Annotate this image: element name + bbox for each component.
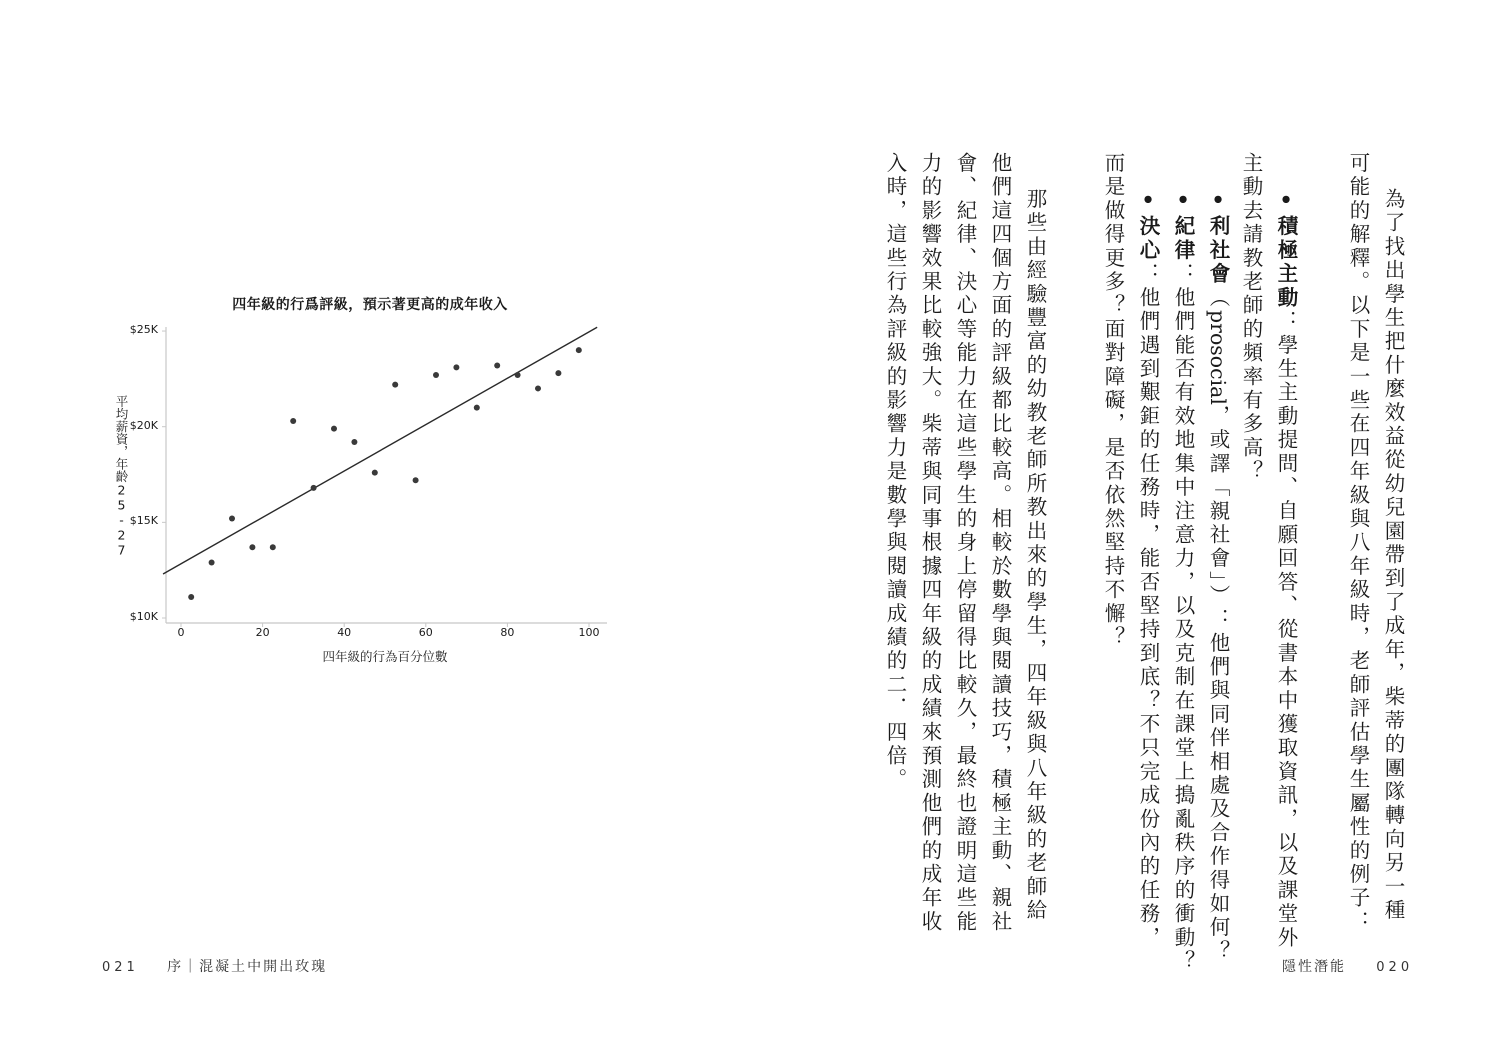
x-tick-label: 20 (255, 626, 270, 639)
closing-line-4: 力的影響效果比較強大。柴蒂與同事根據四年級的成績來預測他們的成年收 (918, 152, 942, 935)
bullet-term: 積極主動 (1274, 215, 1298, 311)
chart-plot-area (100, 285, 620, 675)
data-point (331, 426, 337, 432)
x-tick-label: 60 (418, 626, 433, 639)
data-point (229, 516, 235, 522)
page-number-left: 021 (102, 960, 139, 975)
closing-line-5: 入時，這些行為評級的影響力是數學與閱讀成績的二．四倍。 (883, 152, 907, 792)
data-point (311, 485, 317, 491)
closing-line-2: 他們這四個方面的評級都比較高。相較於數學與閱讀技巧，積極主動、親社 (988, 152, 1012, 935)
data-point (433, 372, 439, 378)
bullet-term: 利社會 (1206, 215, 1230, 287)
data-point (453, 364, 459, 370)
data-point (535, 385, 541, 391)
bullet-discipline: •紀律：他們能否有效地集中注意力，以及克制在課堂上搗亂秩序的衝動？ (1171, 188, 1195, 974)
chart-title: 四年級的行爲評級，預示著更高的成年收入 (232, 297, 508, 313)
x-tick-label: 40 (337, 626, 352, 639)
data-point (392, 382, 398, 388)
bullet-determination-cont: 而是做得更多？面對障礙，是否依然堅持不懈？ (1101, 152, 1125, 650)
intro-line-2: 可能的解釋。以下是一些在四年級與八年級時，老師評估學生屬性的例子： (1346, 152, 1370, 935)
x-tick-label: 100 (578, 626, 600, 639)
x-tick-label: 80 (500, 626, 515, 639)
bullet-prosocial: •利社會（prosocial，或譯「親社會」）：他們與同伴相處及合作得如何？ (1206, 188, 1230, 964)
x-axis-label: 四年級的行為百分位數 (322, 649, 448, 664)
data-point (209, 560, 215, 566)
data-point (474, 405, 480, 411)
bullet-dot: • (1274, 188, 1298, 216)
closing-line-3: 會、紀律、決心等能力在這些學生的身上停留得比較久，最終也證明這些能 (953, 152, 977, 935)
running-head-right: 隱性潛能 (1282, 959, 1346, 975)
closing-line-1: 那些由經驗豐富的幼教老師所教出來的學生，四年級與八年級的老師給 (1023, 188, 1047, 923)
y-tick-label: $20K (129, 418, 158, 432)
data-point (576, 347, 582, 353)
page-number-right: 020 (1376, 960, 1414, 975)
data-point (290, 418, 296, 424)
bullet-initiative-cont: 主動去請教老師的頻率有多高？ (1239, 152, 1263, 484)
intro-line-1: 為了找出學生把什麼效益從幼兒園帶到了成年，柴蒂的團隊轉向另一種 (1381, 188, 1405, 923)
data-point (555, 370, 561, 376)
running-head-left: 序｜混凝土中開出玫瑰 (167, 959, 328, 975)
data-point (494, 362, 500, 368)
y-tick-label: $25K (129, 323, 158, 337)
data-point (515, 372, 521, 378)
y-tick-label: $15K (129, 514, 158, 528)
scatter-chart (100, 285, 620, 675)
data-point (372, 470, 378, 476)
left-footer (102, 956, 327, 976)
bullet-determination: •決心：他們遇到艱鉅的任務時，能否堅持到底？不只完成份內的任務， (1136, 188, 1160, 950)
data-point (270, 544, 276, 550)
right-page (750, 0, 1500, 1064)
data-point (249, 544, 255, 550)
y-tick-label: $10K (129, 610, 158, 623)
bullet-initiative: •積極主動：學生主動提問、自願回答、從書本中獲取資訊，以及課堂外 (1274, 188, 1298, 950)
bullet-term: 紀律 (1171, 215, 1195, 263)
bullet-term: 決心 (1136, 215, 1160, 263)
right-footer (1282, 956, 1413, 976)
data-point (413, 477, 419, 483)
x-tick-label: 0 (177, 626, 185, 639)
y-axis-label: 平均薪資，年齡25-27 (114, 395, 129, 558)
data-point (351, 439, 357, 445)
data-point (188, 594, 194, 600)
latin-term: prosocial (1206, 310, 1230, 405)
trend-line (163, 327, 597, 574)
